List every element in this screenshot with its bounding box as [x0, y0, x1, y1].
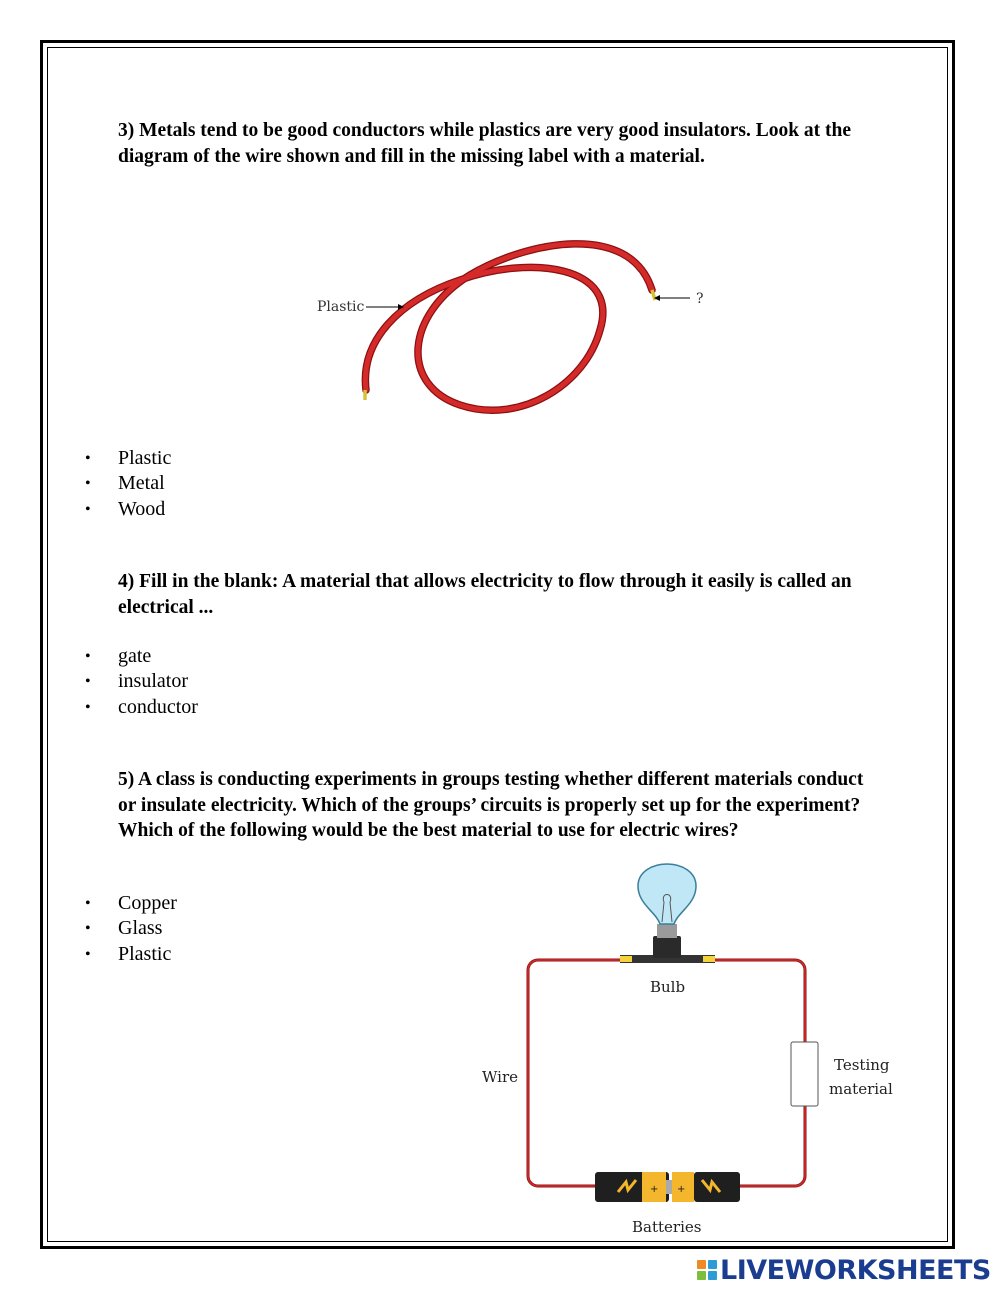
liveworksheets-logo: [697, 1255, 991, 1285]
bulb-label: Bulb: [650, 978, 686, 996]
circuit-diagram: [470, 862, 920, 1242]
wire-label: Wire: [482, 1068, 518, 1086]
question-3-text: 3) Metals tend to be good conductors while plastics are very good insulators. Look at the diagram of the wire shown and fill in the missing label with a material.: [118, 120, 852, 167]
option-conductor[interactable]: • conductor: [85, 695, 198, 720]
option-glass[interactable]: • Glass: [85, 916, 177, 941]
testing-material-block: [791, 1042, 818, 1106]
question-4-text: 4) Fill in the blank: A material that allows electricity to flow through it easily is called an electrical ...: [118, 571, 852, 618]
question-5-text: 5) A class is conducting experiments in groups testing whether different materials conduct or insulate electricity. Which of the groups’ circuits is properly set up for the experiment? Which of the following would be the best material to use for electric wires?: [118, 769, 864, 841]
testing-label-line1: Testing: [834, 1056, 890, 1074]
option-plastic[interactable]: • Plastic: [85, 446, 171, 471]
missing-label-question-mark: ?: [696, 291, 704, 307]
bulb-holder-contact-left: [620, 956, 632, 962]
coiled-wire: [365, 244, 652, 410]
light-bulb: [638, 864, 696, 924]
logo-text: LIVEWORKSHEETS: [720, 1254, 991, 1286]
batteries: [595, 1172, 740, 1202]
plastic-label: Plastic: [317, 299, 365, 315]
option-insulator[interactable]: • insulator: [85, 669, 198, 694]
question-3-options: [85, 446, 171, 522]
logo-icon: [697, 1260, 717, 1280]
question-4-options: [85, 644, 198, 720]
bulb-socket: [653, 936, 681, 958]
option-copper[interactable]: • Copper: [85, 891, 177, 916]
testing-label-line2: material: [829, 1080, 893, 1098]
bulb-holder-contact-right: [703, 956, 715, 962]
svg-text:+: +: [650, 1184, 659, 1195]
svg-text:+: +: [677, 1184, 686, 1195]
option-wood[interactable]: • Wood: [85, 497, 171, 522]
option-metal[interactable]: • Metal: [85, 471, 171, 496]
batteries-label: Batteries: [632, 1218, 702, 1236]
coiled-wire-diagram: [300, 220, 720, 430]
bulb-screw: [657, 924, 677, 938]
option-plastic-q5[interactable]: • Plastic: [85, 942, 177, 967]
option-gate[interactable]: • gate: [85, 644, 198, 669]
question-5-options: [85, 891, 177, 967]
